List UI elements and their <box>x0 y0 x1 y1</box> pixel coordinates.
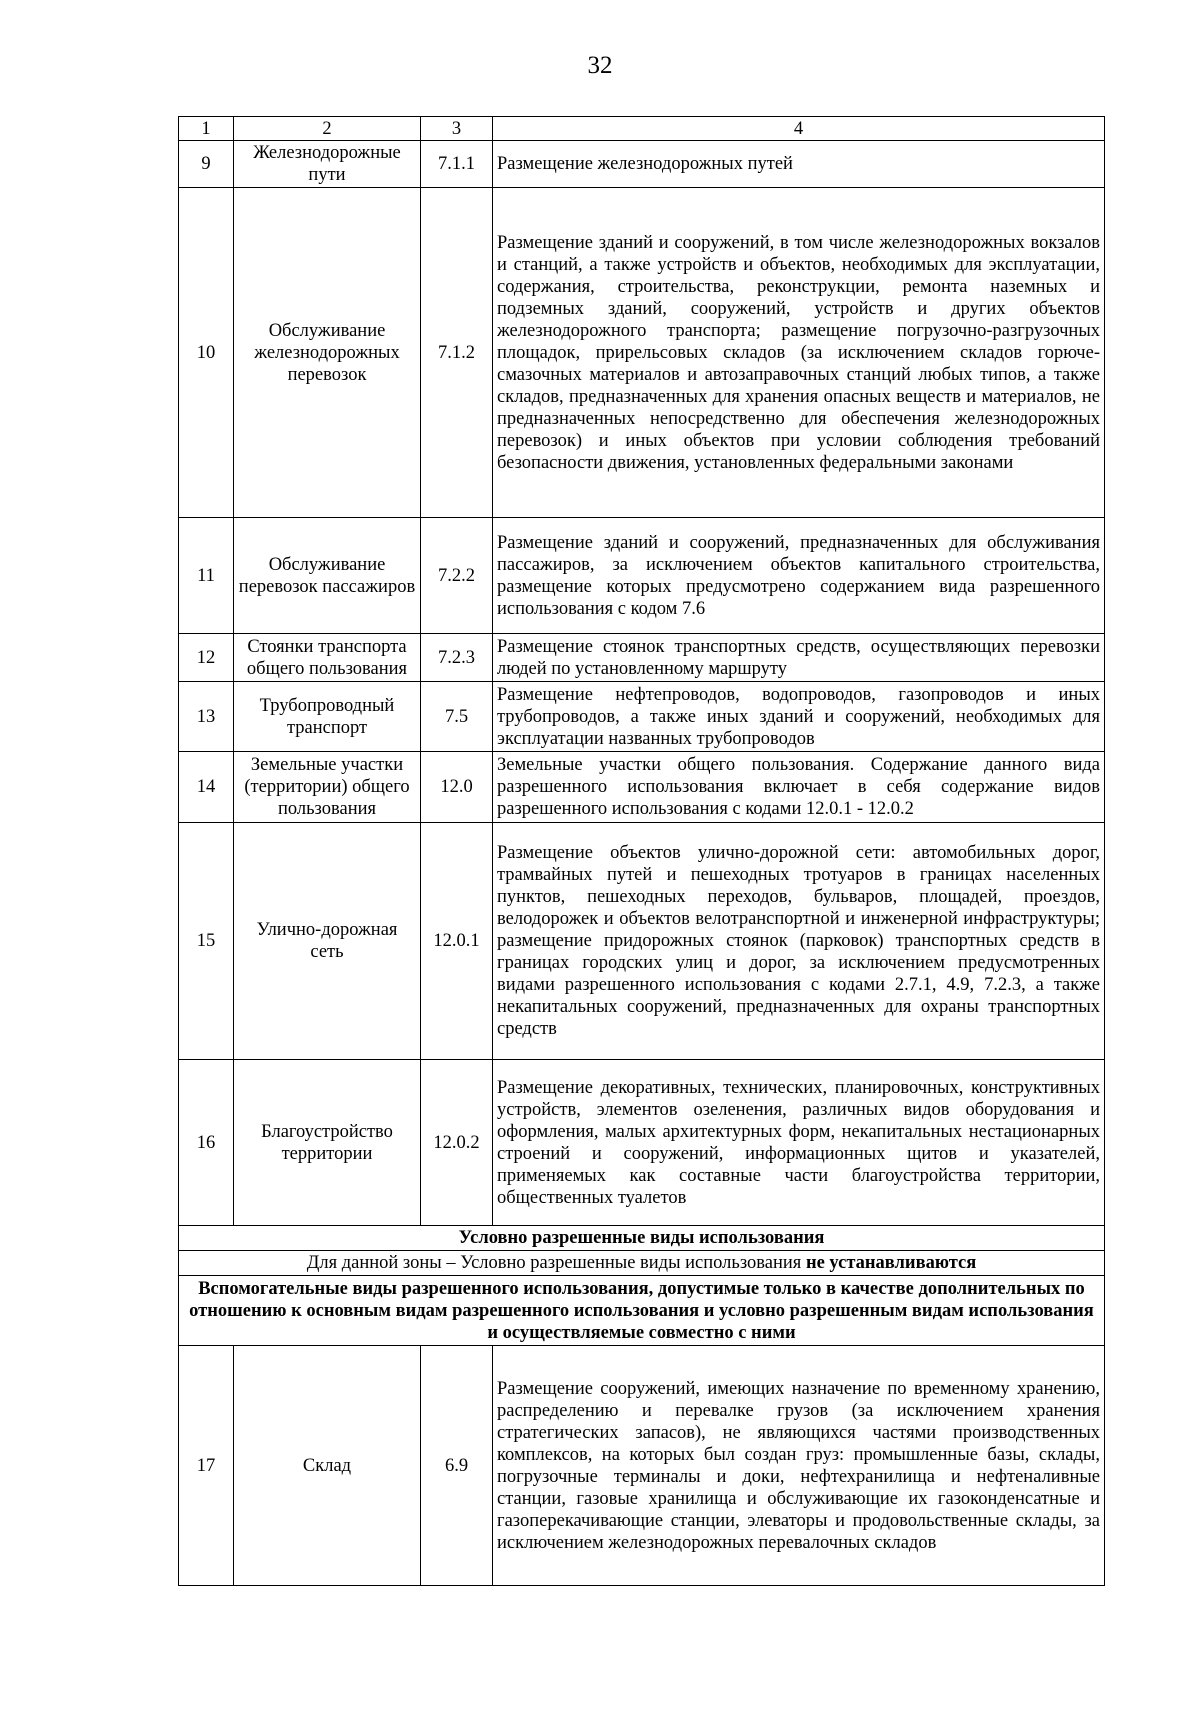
use-type-name: Земельные участки (территории) общего пользования <box>234 752 421 823</box>
column-header: 1 <box>179 117 234 141</box>
use-type-code: 12.0.1 <box>421 823 493 1060</box>
table-row <box>179 634 1105 682</box>
use-type-description: Земельные участки общего пользования. Содержание данного вида разрешенного использования включает в себя содержание видов разрешенного использования с кодами 12.0.1 - 12.0.2 <box>493 752 1105 823</box>
row-number: 14 <box>179 752 234 823</box>
row-number: 9 <box>179 141 234 188</box>
use-type-code: 7.1.2 <box>421 188 493 518</box>
auxiliary-uses-heading: Вспомогательные виды разрешенного использования, допустимые только в качестве дополнительных по отношению к основным видам разрешенного использования и условно разрешенным видам использования и осуществляемые совместно с ними <box>179 1276 1105 1346</box>
table-row <box>179 1060 1105 1226</box>
row-number: 15 <box>179 823 234 1060</box>
use-type-description: Размещение зданий и сооружений, предназначенных для обслуживания пассажиров, за исключением объектов капитального строительства, размещение которых предусмотрено содержанием вида разрешенного использования с кодом 7.6 <box>493 518 1105 634</box>
use-type-code: 12.0.2 <box>421 1060 493 1226</box>
conditional-note-text: Для данной зоны – Условно разрешенные виды использования <box>306 1253 806 1273</box>
conditional-uses-note <box>179 1251 1105 1276</box>
row-number: 16 <box>179 1060 234 1226</box>
column-header: 2 <box>234 117 421 141</box>
table-row <box>179 188 1105 518</box>
conditional-note-emphasis: не устанавливаются <box>805 1253 977 1273</box>
use-type-name: Обслуживание перевозок пассажиров <box>234 518 421 634</box>
use-type-description: Размещение стоянок транспортных средств, осуществляющих перевозки людей по установленному маршруту <box>493 634 1105 682</box>
use-type-name: Склад <box>234 1346 421 1586</box>
use-type-description: Размещение железнодорожных путей <box>493 141 1105 188</box>
conditional-uses-heading: Условно разрешенные виды использования <box>179 1226 1105 1251</box>
section-heading-row <box>179 1226 1105 1251</box>
use-type-description: Размещение нефтепроводов, водопроводов, газопроводов и иных трубопроводов, а также иных зданий и сооружений, необходимых для эксплуатации названных трубопроводов <box>493 682 1105 752</box>
row-number: 12 <box>179 634 234 682</box>
use-type-description: Размещение сооружений, имеющих назначение по временному хранению, распределению и перевалке грузов (за исключением хранения стратегических запасов), не являющихся частями производственных комплексов, на которых был создан груз: промышленные базы, склады, погрузочные терминалы и доки, нефтехранилища и нефтеналивные станции, газовые хранилища и обслуживающие их газоконденсатные и газоперекачивающие станции, элеваторы и продовольственные склады, за исключением железнодорожных перевалочных складов <box>493 1346 1105 1586</box>
row-number: 13 <box>179 682 234 752</box>
use-type-description: Размещение зданий и сооружений, в том числе железнодорожных вокзалов и станций, а также устройств и объектов, необходимых для эксплуатации, содержания, строительства, реконструкции, ремонта наземных и подземных зданий, сооружений, устройств и других объектов железнодорожного транспорта; размещение погрузочно-разгрузочных площадок, прирельсовых складов (за исключением складов горюче-смазочных материалов и автозаправочных станций любых типов, а также складов, предназначенных для хранения опасных веществ и материалов, не предназначенных непосредственно для обеспечения железнодорожных перевозок) и иных объектов при условии соблюдения требований безопасности движения, установленных федеральными законами <box>493 188 1105 518</box>
table-row <box>179 752 1105 823</box>
use-type-name: Трубопроводный транспорт <box>234 682 421 752</box>
page-number: 32 <box>587 52 613 79</box>
use-type-code: 7.5 <box>421 682 493 752</box>
use-type-name: Стоянки транспорта общего пользования <box>234 634 421 682</box>
use-type-name: Обслуживание железнодорожных перевозок <box>234 188 421 518</box>
column-header: 3 <box>421 117 493 141</box>
section-note-row <box>179 1251 1105 1276</box>
row-number: 10 <box>179 188 234 518</box>
use-type-name: Улично-дорожная сеть <box>234 823 421 1060</box>
table-row <box>179 1346 1105 1586</box>
column-header: 4 <box>493 117 1105 141</box>
table-header-row <box>179 117 1105 141</box>
table-row <box>179 518 1105 634</box>
use-type-code: 7.2.3 <box>421 634 493 682</box>
use-type-name: Благоустройство территории <box>234 1060 421 1226</box>
use-type-code: 6.9 <box>421 1346 493 1586</box>
use-type-code: 7.1.1 <box>421 141 493 188</box>
row-number: 11 <box>179 518 234 634</box>
table-row <box>179 682 1105 752</box>
use-type-code: 7.2.2 <box>421 518 493 634</box>
table-row <box>179 141 1105 188</box>
land-use-table <box>178 116 1105 1586</box>
use-type-name: Железнодорожные пути <box>234 141 421 188</box>
row-number: 17 <box>179 1346 234 1586</box>
use-type-code: 12.0 <box>421 752 493 823</box>
use-type-description: Размещение объектов улично-дорожной сети: автомобильных дорог, трамвайных путей и пешеходных тротуаров в границах населенных пунктов, пешеходных переходов, бульваров, площадей, проездов, велодорожек и объектов велотранспортной и инженерной инфраструктуры; размещение придорожных стоянок (парковок) транспортных средств в границах городских улиц и дорог, за исключением предусмотренных видами разрешенного использования с кодами 2.7.1, 4.9, 7.2.3, а также некапитальных сооружений, предназначенных для охраны транспортных средств <box>493 823 1105 1060</box>
section-heading-row <box>179 1276 1105 1346</box>
use-type-description: Размещение декоративных, технических, планировочных, конструктивных устройств, элементов озеленения, различных видов оборудования и оформления, малых архитектурных форм, некапитальных нестационарных строений и сооружений, информационных щитов и указателей, применяемых как составные части благоустройства территории, общественных туалетов <box>493 1060 1105 1226</box>
table-row <box>179 823 1105 1060</box>
